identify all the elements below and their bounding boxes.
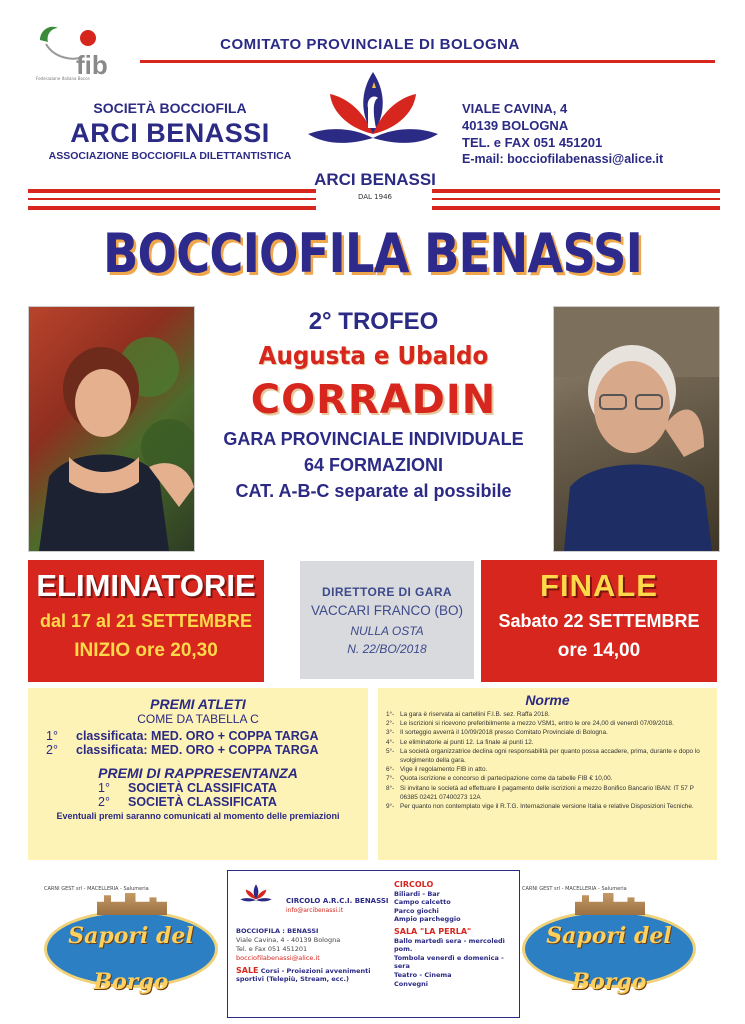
event-categories: CAT. A-B-C separate al possibile bbox=[235, 481, 512, 501]
prize-text: classificata: MED. ORO + COPPA TARGA bbox=[76, 743, 319, 757]
rule-text: Per quanto non contemplato vige il R.T.G. Internazionale versione Italia e relative Disposizioni Tecniche. bbox=[400, 803, 694, 811]
contact-city: 40139 BOLOGNA bbox=[462, 118, 569, 133]
sponsor-top-text: CARNI GEST srl - MACELLERIA - Salumeria bbox=[522, 886, 627, 892]
rule-item bbox=[386, 728, 711, 737]
decorative-stripe bbox=[28, 206, 316, 210]
circolo-service: Parco giochi bbox=[394, 906, 439, 915]
trophy-block bbox=[196, 306, 551, 504]
rule-item bbox=[386, 710, 711, 719]
rule-number: 8°- bbox=[386, 784, 395, 792]
director-title: DIRETTORE DI GARA bbox=[322, 585, 452, 599]
club-block bbox=[40, 100, 300, 162]
sponsor-top-text: CARNI GEST srl - MACELLERIA - Salumeria bbox=[44, 886, 149, 892]
representation-prizes-title: PREMI DI RAPPRESENTANZA bbox=[98, 765, 298, 781]
circolo-street: Viale Cavina, 4 - 40139 Bologna bbox=[236, 936, 341, 944]
logo-since: DAL 1946 bbox=[358, 193, 392, 201]
prize-row bbox=[80, 795, 368, 809]
rule-text: La società organizzatrice declina ogni responsabilità per quanto possa accadere, prima, durante e dopo lo svolgimento della gara. bbox=[400, 747, 700, 765]
prize-rank: 1° bbox=[98, 781, 110, 795]
trophy-surname: CORRADIN bbox=[250, 377, 497, 423]
decorative-stripe bbox=[432, 206, 720, 210]
committee-title: COMITATO PROVINCIALE DI BOLOGNA bbox=[220, 36, 520, 53]
prize-text: SOCIETÀ CLASSIFICATA bbox=[128, 795, 277, 809]
final-date: Sabato 22 SETTEMBRE bbox=[498, 611, 700, 631]
final-title: FINALE bbox=[540, 568, 658, 603]
director-box bbox=[300, 561, 474, 679]
sponsor-badge bbox=[44, 910, 218, 1013]
rule-text: Quota iscrizione e concorso di partecipazione come da tabelle FIB € 10,00. bbox=[400, 775, 613, 783]
club-type: SOCIETÀ BOCCIOFILA bbox=[93, 100, 247, 116]
sponsor-badge bbox=[522, 910, 696, 1013]
photo-ubaldo bbox=[553, 306, 720, 552]
club-association: ASSOCIAZIONE BOCCIOFILA DILETTANTISTICA bbox=[48, 150, 292, 162]
rule-text: Si invitano le società ad effettuare il pagamento delle iscrizioni a mezzo Bonifico Bancario IBAN: IT 57 P 06385 02421 07400273 12A bbox=[400, 784, 694, 801]
rules-title: Norme bbox=[525, 692, 570, 708]
rule-item bbox=[386, 774, 711, 783]
contact-street: VIALE CAVINA, 4 bbox=[462, 101, 568, 116]
rule-number: 1°- bbox=[386, 711, 395, 718]
circolo-address bbox=[236, 927, 376, 963]
perla-label: SALA "LA PERLA" bbox=[394, 926, 472, 936]
perla-item: Ballo martedì sera - mercoledì pom. bbox=[394, 936, 505, 954]
eliminations-title: ELIMINATORIE bbox=[36, 568, 256, 603]
circolo-service: Ampio parcheggio bbox=[394, 915, 461, 924]
perla-item: Tombola venerdì e domenica - sera bbox=[394, 953, 504, 971]
director-name: VACCARI FRANCO (BO) bbox=[310, 603, 463, 618]
rule-text: Vige il regolamento FIB in atto. bbox=[400, 766, 488, 774]
eliminations-dates: dal 17 al 21 SETTEMBRE bbox=[39, 611, 253, 631]
rule-number: 6°- bbox=[386, 766, 395, 774]
sale-label: SALE bbox=[236, 966, 259, 975]
club-name: ARCI BENASSI bbox=[70, 118, 270, 148]
castle-icon bbox=[97, 893, 167, 915]
sponsor-right bbox=[522, 886, 692, 1013]
prize-text: SOCIETÀ CLASSIFICATA bbox=[128, 781, 277, 795]
rule-text: Le iscrizioni si ricevono preferibilmente a mezzo VSM1, entro le ore 24,00 di venerdì 07/09/2018. bbox=[400, 720, 674, 728]
castle-icon bbox=[575, 893, 645, 915]
decorative-stripe bbox=[432, 198, 720, 200]
prizes-box bbox=[28, 688, 368, 860]
circolo-email[interactable]: info@arcibenassi.it bbox=[286, 907, 344, 914]
trophy-edition: 2° TROFEO bbox=[308, 308, 439, 335]
prize-row bbox=[28, 743, 368, 757]
decorative-stripe bbox=[28, 198, 316, 200]
fib-ball-icon bbox=[80, 30, 96, 46]
sponsor-left bbox=[44, 886, 214, 1013]
rule-text: Le eliminatorie ai punti 12. La finale ai punti 12. bbox=[400, 738, 534, 746]
fib-logo bbox=[34, 18, 126, 90]
main-title: BOCCIOFILA BENASSI bbox=[102, 222, 643, 285]
rule-text: Il sorteggio avverrà il 10/09/2018 presso Comitato Provinciale di Bologna. bbox=[400, 729, 608, 737]
trophy-honorees: Augusta e Ubaldo bbox=[258, 341, 489, 370]
photo-augusta bbox=[28, 306, 195, 552]
event-teams: 64 FORMAZIONI bbox=[303, 455, 443, 475]
director-clearance: NULLA OSTA bbox=[350, 624, 424, 638]
prize-row bbox=[80, 781, 368, 795]
arci-benassi-small-logo bbox=[238, 883, 274, 917]
committee-divider bbox=[140, 60, 715, 63]
contact-email[interactable]: E-mail: bocciofilabenassi@alice.it bbox=[462, 152, 664, 166]
rule-number: 5°- bbox=[386, 747, 395, 755]
eliminations-box bbox=[28, 560, 264, 682]
circolo-service: Biliardi - Bar bbox=[394, 889, 440, 898]
decorative-stripe bbox=[432, 189, 720, 193]
circolo-service: Campo calcetto bbox=[394, 898, 451, 907]
prizes-note: Eventuali premi saranno comunicati al momento delle premiazioni bbox=[56, 811, 340, 821]
prize-rank: 1° bbox=[46, 729, 58, 743]
rule-number: 9°- bbox=[386, 803, 395, 811]
rule-number: 7°- bbox=[386, 775, 395, 783]
athletes-prizes-sub: COME DA TABELLA C bbox=[137, 712, 259, 726]
rules-list bbox=[386, 710, 711, 811]
circolo-address-title: BOCCIOFILA : BENASSI bbox=[236, 927, 319, 935]
sponsor-sub: CARNI GEST bbox=[102, 1005, 160, 1013]
svg-text:fib: fib bbox=[76, 50, 108, 80]
perla-item: Teatro - Cinema bbox=[394, 970, 452, 979]
decorative-stripe bbox=[28, 189, 316, 193]
circolo-label: CIRCOLO bbox=[394, 880, 434, 889]
prize-row bbox=[28, 729, 368, 743]
sale-items: Corsi - Proiezioni avvenimenti sportivi (Telepiù, Stream, ecc.) bbox=[236, 967, 371, 983]
circolo-box bbox=[227, 870, 520, 1018]
rule-number: 4°- bbox=[386, 738, 395, 746]
director-number: N. 22/BO/2018 bbox=[347, 642, 427, 656]
rule-item bbox=[386, 738, 711, 747]
prize-text: classificata: MED. ORO + COPPA TARGA bbox=[76, 729, 319, 743]
circolo-sale bbox=[236, 967, 376, 983]
rule-number: 3°- bbox=[386, 729, 395, 737]
prize-rank: 2° bbox=[46, 743, 58, 757]
rule-text: La gara è riservata ai cartellini F.I.B. sez. Raffa 2018. bbox=[400, 711, 550, 718]
eliminations-start: INIZIO ore 20,30 bbox=[74, 640, 218, 661]
circolo-club-email[interactable]: bocciofilabenassi@alice.it bbox=[236, 954, 320, 962]
rule-item bbox=[386, 802, 711, 811]
perla-item: Convegni bbox=[394, 979, 429, 988]
logo-name: ARCI BENASSI bbox=[314, 170, 436, 189]
circolo-name: CIRCOLO A.R.C.I. BENASSI bbox=[286, 897, 389, 905]
athletes-prizes-title: PREMI ATLETI bbox=[150, 696, 246, 712]
rule-number: 2°- bbox=[386, 720, 395, 728]
rule-item bbox=[386, 784, 711, 802]
event-type: GARA PROVINCIALE INDIVIDUALE bbox=[223, 429, 524, 449]
circolo-services bbox=[394, 881, 512, 988]
rule-item bbox=[386, 747, 711, 765]
final-box bbox=[481, 560, 717, 682]
prize-rank: 2° bbox=[98, 795, 110, 809]
contact-block bbox=[462, 100, 732, 168]
sponsor-sub: CARNI GEST bbox=[580, 1005, 638, 1013]
sponsor-name: Sapori del Borgo bbox=[546, 923, 672, 995]
rule-item bbox=[386, 719, 711, 728]
final-time: ore 14,00 bbox=[557, 640, 641, 661]
fib-leaf-icon bbox=[40, 27, 58, 42]
rules-box bbox=[378, 688, 717, 860]
contact-phone: TEL. e FAX 051 451201 bbox=[462, 135, 603, 150]
sponsor-name: Sapori del Borgo bbox=[68, 923, 194, 995]
circolo-phone: Tel. e Fax 051 451201 bbox=[236, 945, 308, 953]
rule-item bbox=[386, 765, 711, 774]
svg-text:Federazione Italiana Bocce: Federazione Italiana Bocce bbox=[36, 76, 90, 81]
